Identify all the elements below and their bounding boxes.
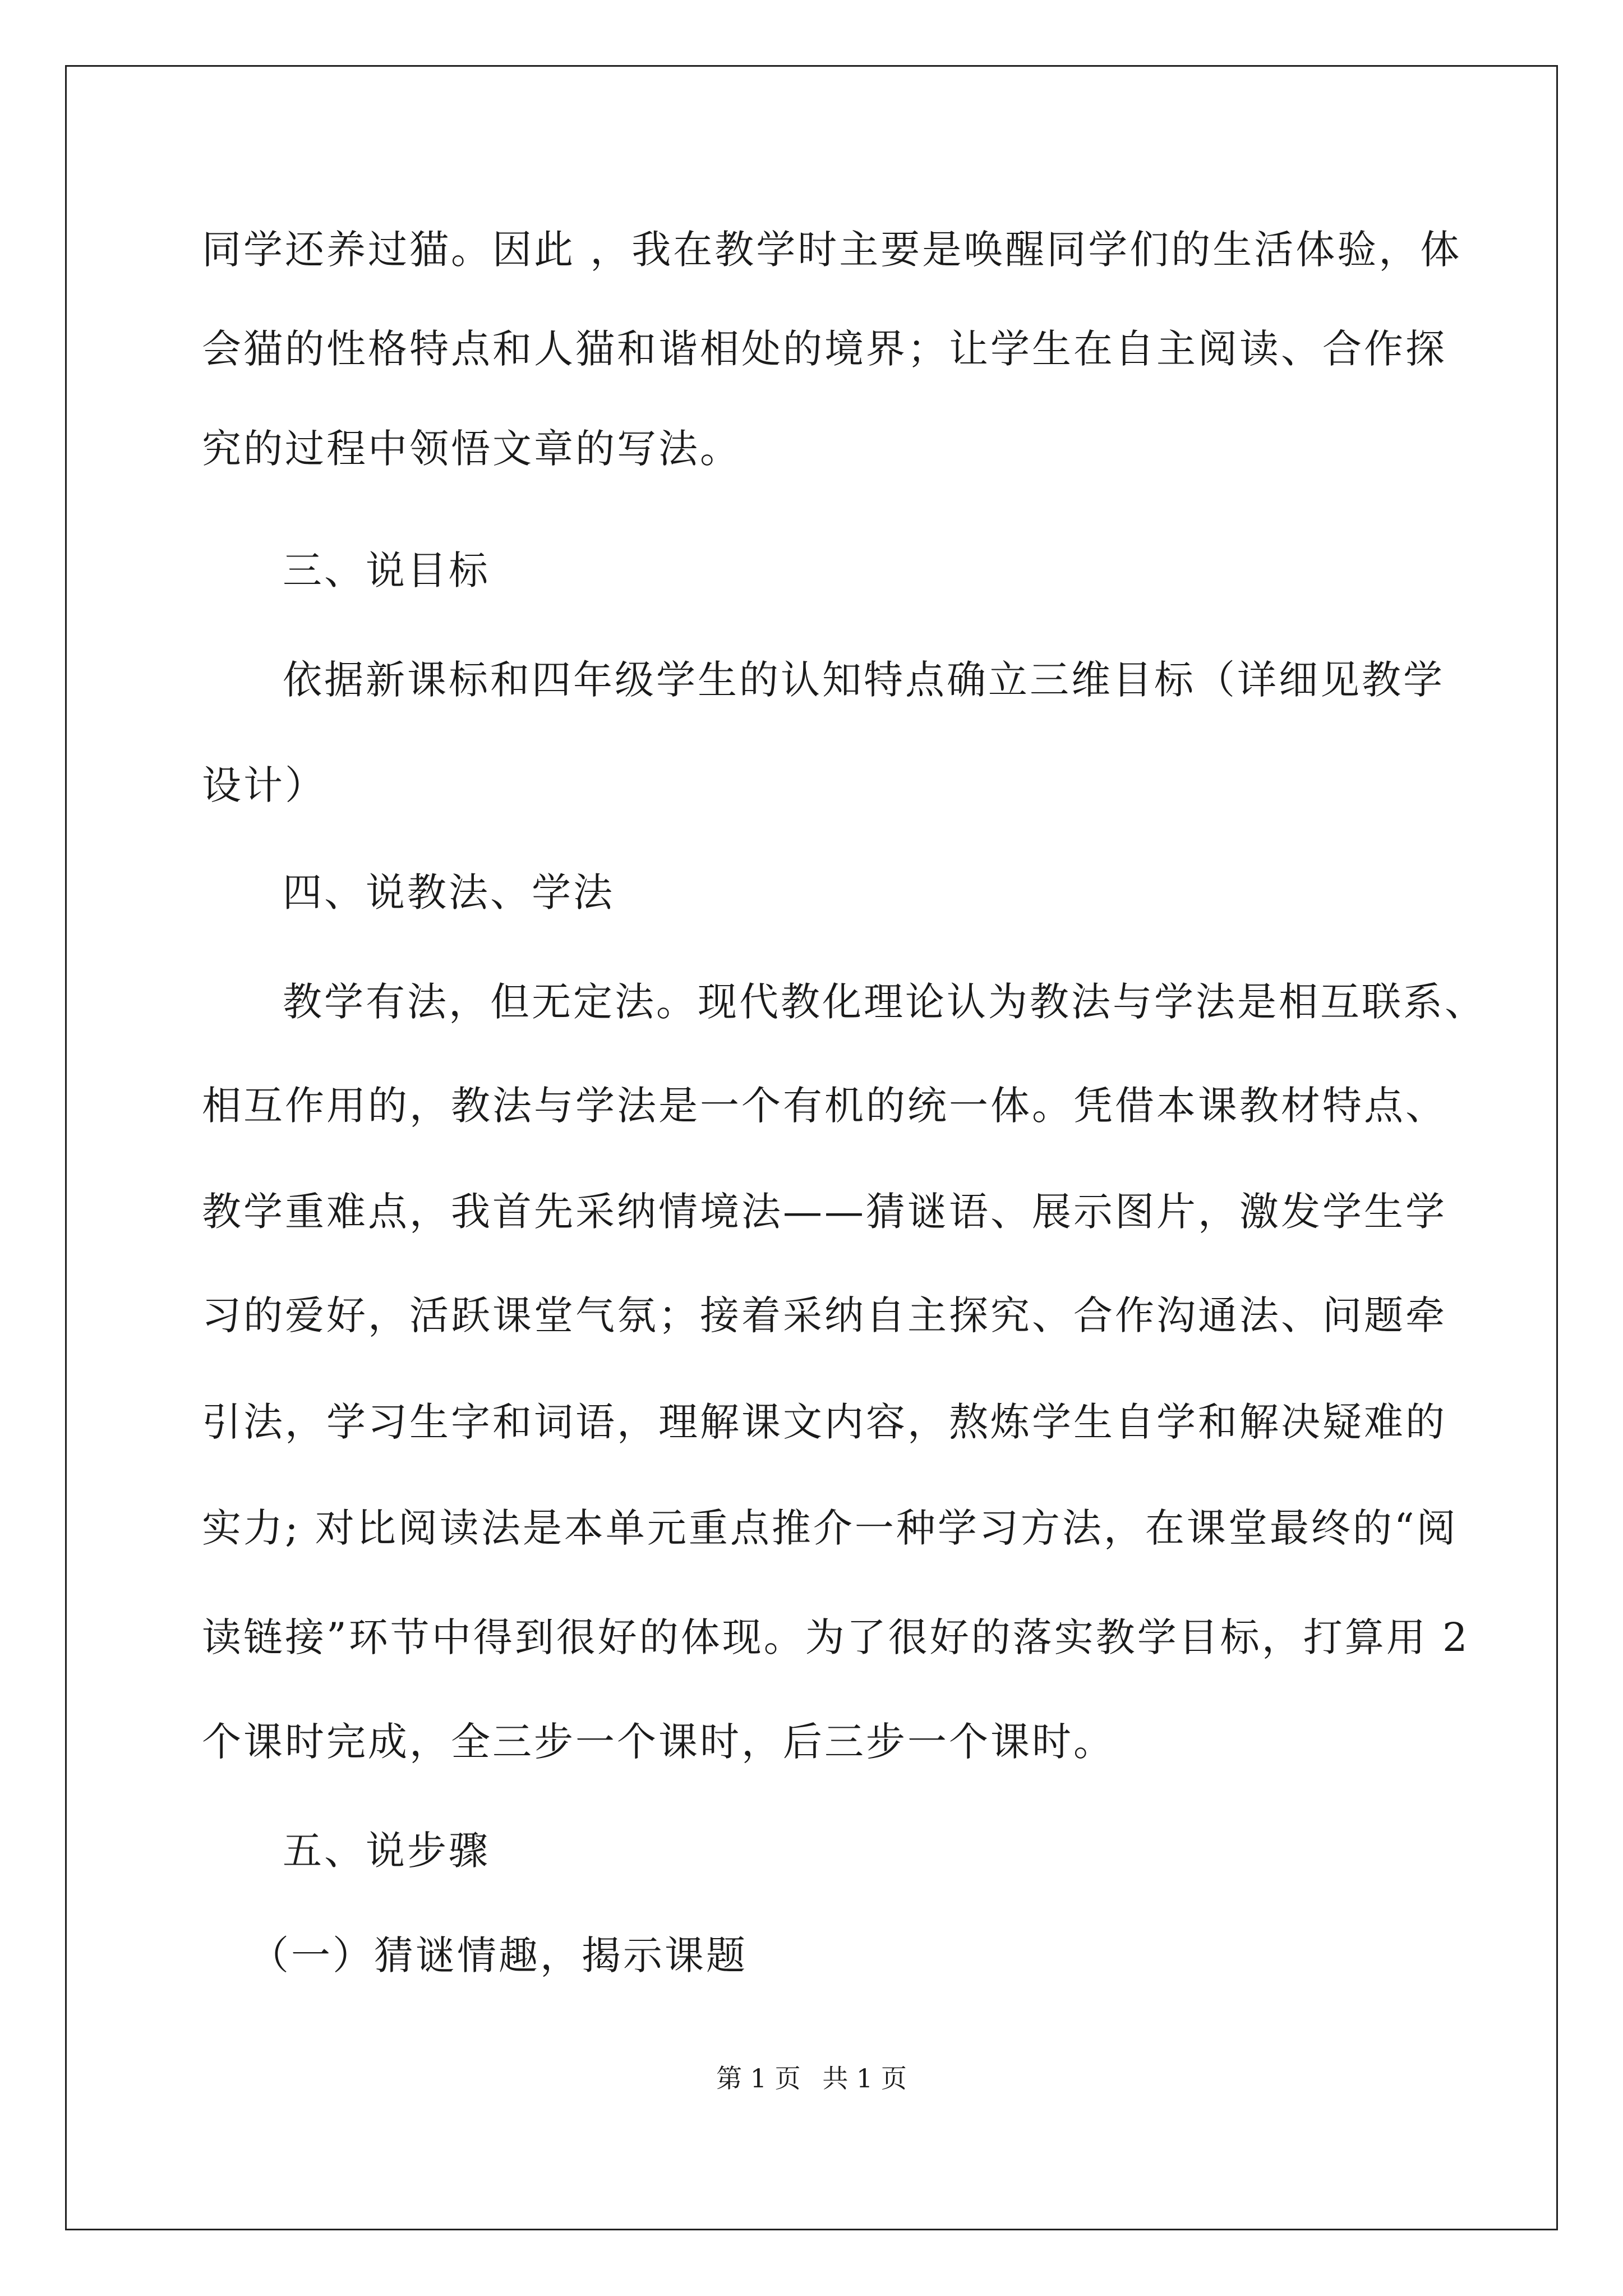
subsection-heading: （一）猜谜情趣，揭示课题 [250,1932,748,1978]
section-heading: 四、说教法、学法 [283,869,615,915]
page-number: 第 1 页 [716,2063,801,2093]
section-heading: 五、说步骤 [283,1828,490,1874]
paragraph-line: 教学重难点，我首先采纳情境法——猜谜语、展示图片，激发学生学 [202,1189,1447,1235]
paragraph-line: 实力; 对比阅读法是本单元重点推介一种学习方法，在课堂最终的“阅 [202,1505,1458,1551]
paragraph-line: 究的过程中领悟文章的写法。 [202,426,741,472]
paragraph-line: 个课时完成，全三步一个课时，后三步一个课时。 [202,1719,1115,1765]
page-footer [0,2062,1623,2095]
section-heading: 三、说目标 [283,547,490,593]
paragraph-line: 引法，学习生字和词语，理解课文内容，熬炼学生自学和解决疑难的 [202,1399,1447,1445]
paragraph-line: 同学还养过猫。因此 ，我在教学时主要是唤醒同学们的生活体验，体 [202,227,1462,273]
paragraph-line: 读链接”环节中得到很好的体现。为了很好的落实教学目标，打算用 2 [202,1614,1470,1660]
paragraph-line: 依据新课标和四年级学生的认知特点确立三维目标（详细见教学 [283,657,1445,703]
page-border [65,65,1558,2230]
paragraph-line: 会猫的性格特点和人猫和谐相处的境界；让学生在自主阅读、合作探 [202,326,1447,372]
paragraph-line: 习的爱好，活跃课堂气氛；接着采纳自主探究、合作沟通法、问题牵 [202,1292,1447,1338]
page-total: 共 1 页 [822,2063,907,2093]
paragraph-line: 设计） [202,762,326,808]
paragraph-line: 相互作用的，教法与学法是一个有机的统一体。凭借本课教材特点、 [202,1083,1447,1129]
paragraph-line: 教学有法，但无定法。现代教化理论认为教法与学法是相互联系、 [283,979,1486,1025]
